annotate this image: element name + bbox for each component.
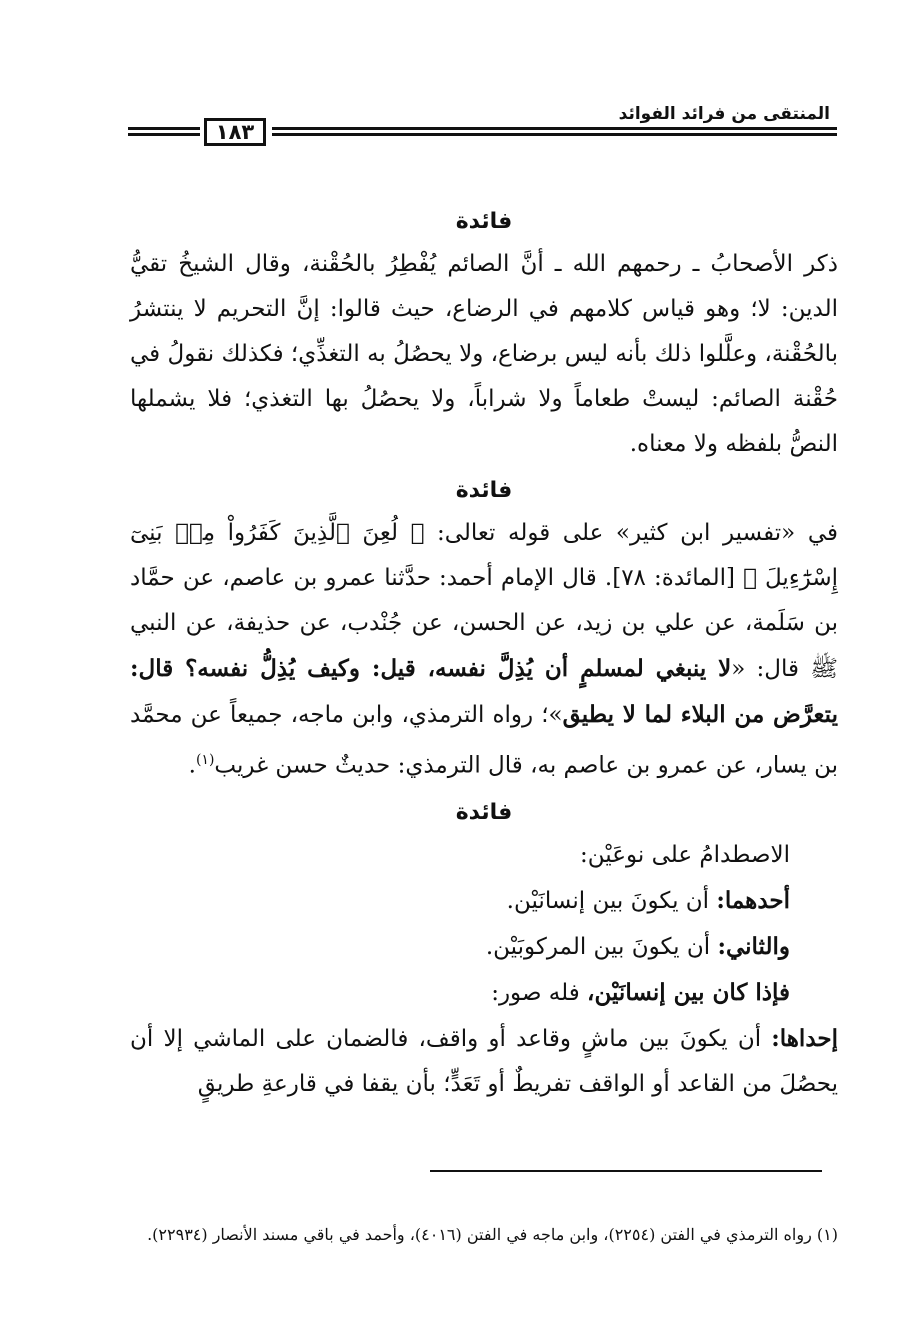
item-label: والثاني: <box>717 932 790 960</box>
section-2-body-part2: »؛ رواه الترمذي، وابن ماجه، جميعاً عن محمَّد بن يسار، عن عمرو بن عاصم به، قال الترمذي: حديثٌ حسن غريب <box>130 702 838 779</box>
footnote-marker: (١) <box>195 752 215 768</box>
item-label: أحدهما: <box>716 886 790 914</box>
item-text: فله صور: <box>491 979 580 1006</box>
header-rule-left <box>128 127 200 143</box>
list-item <box>130 970 790 1016</box>
page-body <box>130 198 838 1107</box>
section-1-body: ذكر الأصحابُ ـ رحمهم الله ـ أنَّ الصائم يُفْطِرُ بالحُقْنة، وقال الشيخُ تقيُّ الدين: لا؛ وهو قياس كلامهم في الرضاع، حيث قالوا: إنَّ التحريم لا ينتشرُ بالحُقْنة، وعلَّلوا ذلك بأنه ليس برضاع، ولا يحصُلُ به التغذِّي؛ فكذلك نقولُ في حُقْنة الصائم: ليستْ طعاماً ولا شراباً، ولا يحصُلُ بها التغذي؛ فلا يشملها النصُّ بلفظه ولا معناه. <box>130 251 838 457</box>
footnote-text: (١) رواه الترمذي في الفتن (٢٢٥٤)، وابن ماجه في الفتن (٤٠١٦)، وأحمد في باقي مسند الأنصار (٢٢٩٣٤). <box>147 1225 838 1244</box>
section-heading-1: فائدة <box>455 209 513 234</box>
case-one-paragraph <box>130 1016 838 1107</box>
item-label: إحداها: <box>771 1024 838 1052</box>
section-heading-3: فائدة <box>455 799 513 825</box>
section-2-body-part1: في «تفسير ابن كثير» على قوله تعالى: ﴿ لُعِنَ ٱلَّذِينَ كَفَرُواْ مِنۢ بَنِىٓ إِسْرَٰٓءِيلَ ﴾ [المائدة: ٧٨]. قال الإمام أحمد: حدَّثنا عمرو بن عاصم، عن حمَّاد بن سَلَمة، عن علي بن زيد، عن الحسن، عن جُنْدب، عن حذيفة، عن النبي ﷺ قال: « <box>130 520 838 682</box>
section-heading-2: فائدة <box>455 478 513 503</box>
list-item <box>130 924 790 970</box>
item-text: أن يكونَ بين المركوبَيْن. <box>485 933 711 960</box>
hadith-text: لا ينبغي لمسلمٍ أن يُذِلَّ نفسه، قيل: وكيف يُذِلُّ نفسه؟ قال: يتعرَّض من البلاء لما لا يطيق <box>130 655 838 728</box>
section-2-body <box>130 511 838 789</box>
header-rule-right <box>272 127 837 143</box>
list-item <box>130 878 790 924</box>
running-header-title: المنتقى من فرائد الفوائد <box>618 104 830 124</box>
collision-types-list <box>130 833 838 1016</box>
collision-intro: الاصطدامُ على نوعَيْن: <box>580 841 790 868</box>
item-text: أن يكونَ بين إنسانَيْن. <box>506 887 710 914</box>
page-number: ١٨٣ <box>204 118 266 146</box>
item-text: أن يكونَ بين ماشٍ وقاعد أو واقف، فالضمان على الماشي إلا أن يحصُلَ من القاعد أو الواقف تفريطٌ أو تَعَدٍّ؛ بأن يقفا في قارعةِ طريقٍ <box>130 1025 838 1097</box>
footnote-separator <box>430 1170 822 1172</box>
item-label: فإذا كان بين إنسانَيْن، <box>587 978 790 1006</box>
section-2-body-end: . <box>188 752 196 779</box>
